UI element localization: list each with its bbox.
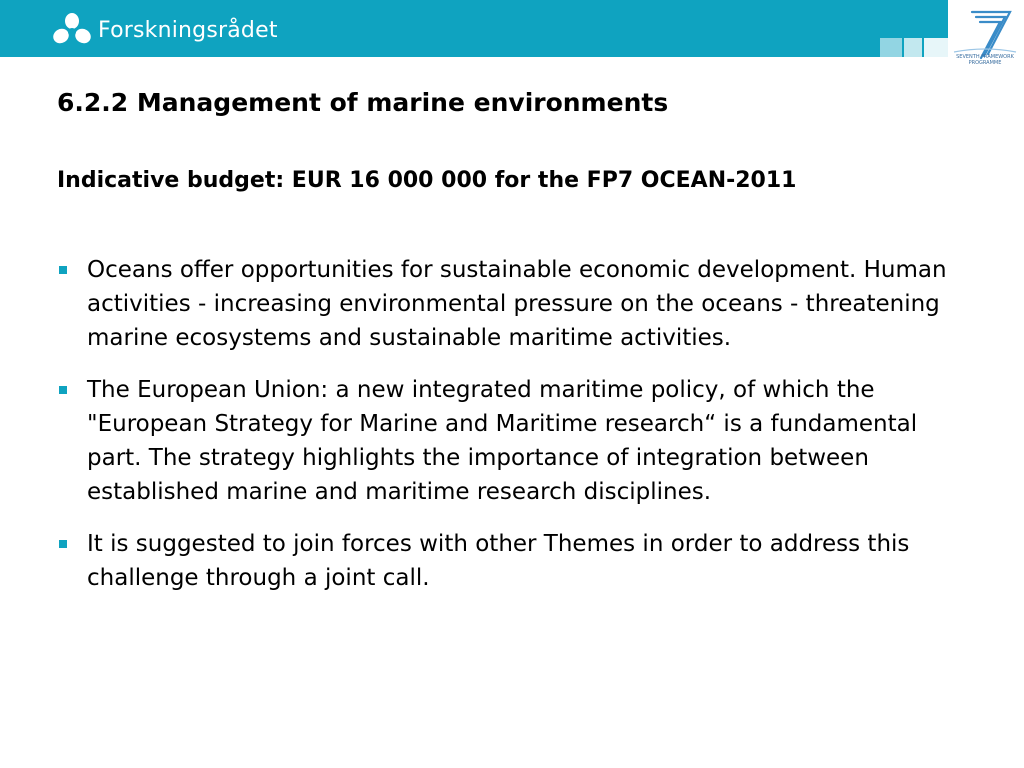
brand (52, 12, 278, 48)
bullet-text: Oceans offer opportunities for sustainable economic development. Human activities - increasing environmental pressure on the oceans - threatening marine ecosystems and sustainable maritime activities. (87, 257, 947, 351)
header-fade-block (924, 38, 948, 57)
bullet-square-icon (59, 266, 67, 274)
fp7-caption (950, 54, 1020, 66)
bullet-square-icon (59, 540, 67, 548)
forskningsradet-logo-icon (52, 12, 92, 48)
header-fade-block (904, 38, 922, 57)
brand-name: Forskningsrådet (98, 17, 278, 43)
header-fade-block (880, 38, 902, 57)
bullet-item (57, 253, 977, 355)
bullet-text: The European Union: a new integrated maritime policy, of which the "European Strategy for Marine and Maritime research“ is a fundamental part. The strategy highlights the importance of integration between established marine and maritime research disciplines. (87, 377, 918, 505)
bullet-item (57, 527, 977, 595)
bullet-square-icon (59, 386, 67, 394)
budget-subtitle: Indicative budget: EUR 16 000 000 for the FP7 OCEAN-2011 (57, 168, 797, 193)
bullet-list (57, 253, 977, 613)
bullet-text: It is suggested to join forces with other Themes in order to address this challenge through a joint call. (87, 531, 910, 591)
slide-title: 6.2.2 Management of marine environments (57, 88, 669, 117)
fp7-caption-line1: SEVENTH FRAMEWORK (956, 54, 1014, 60)
bullet-item (57, 373, 977, 509)
fp7-caption-line2: PROGRAMME (968, 60, 1002, 66)
